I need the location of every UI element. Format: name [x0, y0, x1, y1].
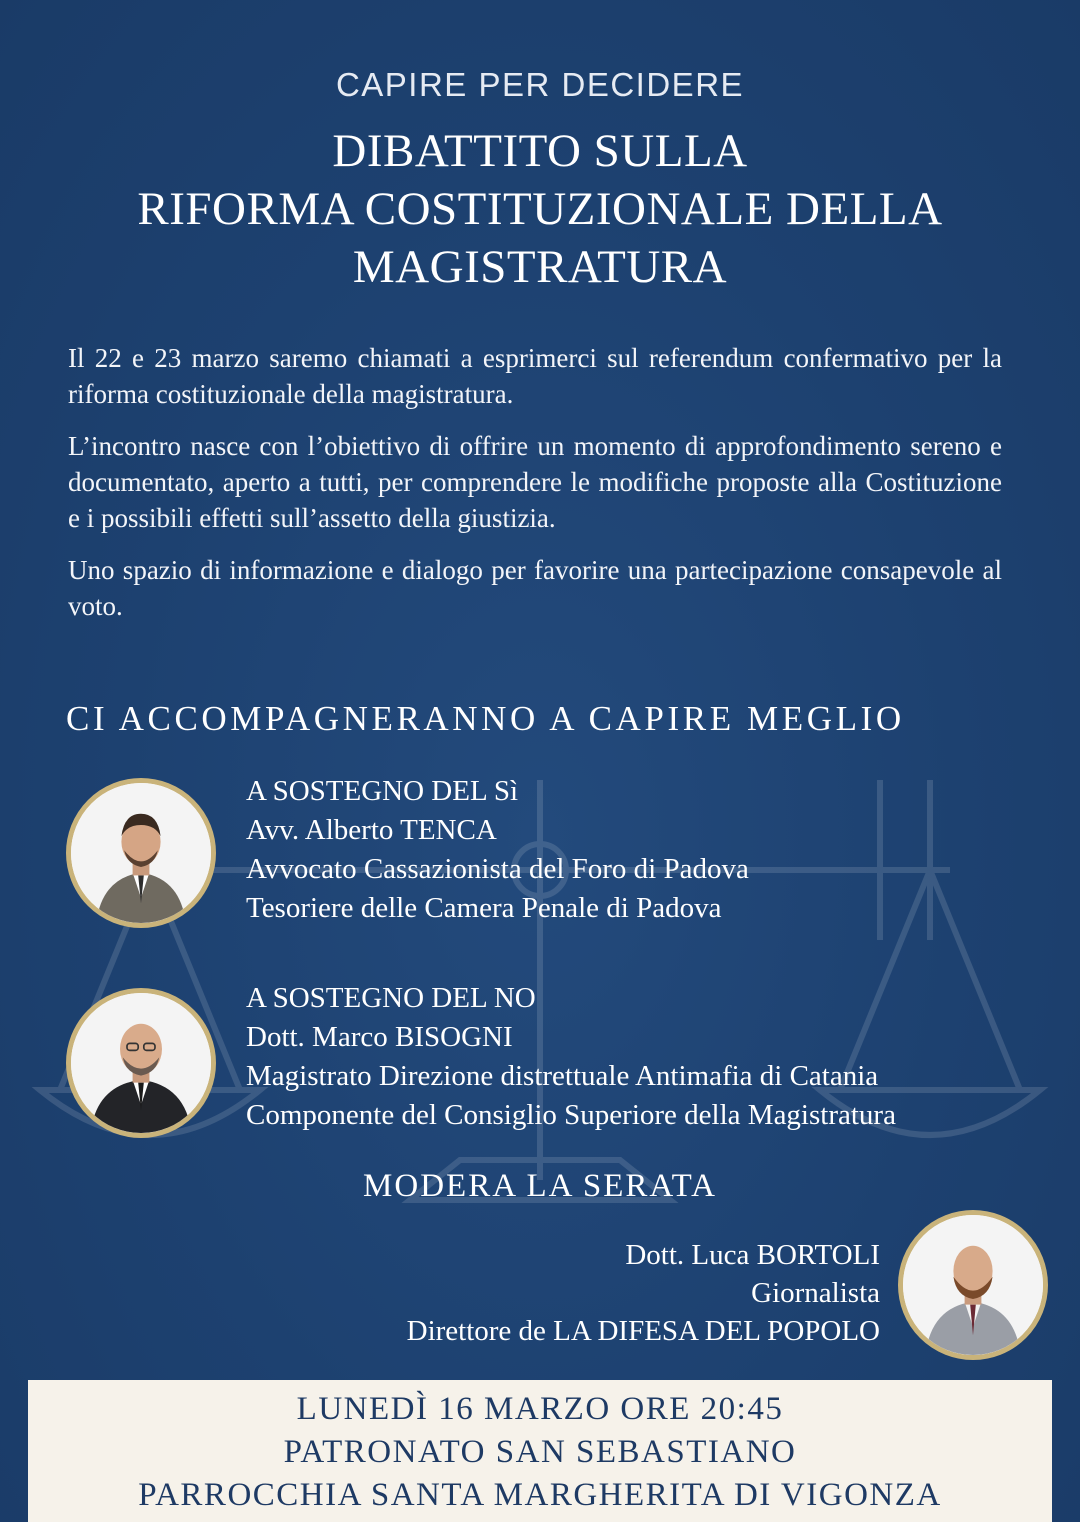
speaker-1: [246, 772, 749, 928]
moderator-heading: MODERA LA SERATA: [363, 1168, 717, 1204]
event-date-time: LUNEDÌ 16 MARZO ORE 20:45: [296, 1391, 784, 1427]
speaker-2-role-2: Componente del Consiglio Superiore della Magistratura: [246, 1099, 896, 1131]
intro-paragraph-1: Il 22 e 23 marzo saremo chiamati a esprimerci sul referendum confermativo per la riforma costituzionale della magistratura.: [68, 343, 1002, 409]
avatar-speaker-2: [66, 988, 216, 1138]
speaker-2: [246, 979, 896, 1135]
avatar-moderator: [898, 1210, 1048, 1360]
speaker-1-role-2: Tesoriere delle Camera Penale di Padova: [246, 892, 722, 924]
title-line-1: DIBATTITO SULLA: [332, 125, 748, 177]
speakers-heading: CI ACCOMPAGNERANNO A CAPIRE MEGLIO: [66, 699, 905, 738]
title-line-2: RIFORMA COSTITUZIONALE DELLA: [137, 183, 943, 235]
speaker-2-name: Dott. Marco BISOGNI: [246, 1021, 513, 1053]
page-title: [0, 122, 1080, 296]
speaker-2-side: A SOSTEGNO DEL NO: [246, 982, 536, 1014]
title-line-3: MAGISTRATURA: [352, 241, 728, 293]
speaker-1-side: A SOSTEGNO DEL Sì: [246, 775, 519, 807]
intro-paragraph-2: L’incontro nasce con l’obiettivo di offrire un momento di approfondimento sereno e documentato, aperto a tutti, per comprendere le modifiche proposte alla Costituzione e i possibili effetti sull’assetto della giustizia.: [68, 431, 1002, 533]
avatar-speaker-1: [66, 778, 216, 928]
moderator-info: [407, 1236, 880, 1350]
event-venue: PATRONATO SAN SEBASTIANO: [283, 1434, 797, 1470]
intro-paragraph-3: Uno spazio di informazione e dialogo per favorire una partecipazione consapevole al voto.: [68, 555, 1002, 621]
moderator-role-2: Direttore de LA DIFESA DEL POPOLO: [406, 1315, 880, 1347]
kicker: CAPIRE PER DECIDERE: [335, 66, 745, 103]
speaker-2-role-1: Magistrato Direzione distrettuale Antimafia di Catania: [246, 1060, 879, 1092]
moderator-name: Dott. Luca BORTOLI: [625, 1239, 880, 1271]
speaker-1-name: Avv. Alberto TENCA: [246, 814, 497, 846]
person-photo-icon: [71, 993, 211, 1133]
intro-text: [68, 340, 1002, 640]
speaker-1-role-1: Avvocato Cassazionista del Foro di Padova: [246, 853, 749, 885]
event-parish: PARROCCHIA SANTA MARGHERITA DI VIGONZA: [138, 1477, 942, 1513]
event-details-banner: [28, 1380, 1052, 1522]
person-photo-icon: [71, 783, 211, 923]
person-photo-icon: [903, 1215, 1043, 1355]
moderator-role-1: Giornalista: [751, 1277, 880, 1309]
